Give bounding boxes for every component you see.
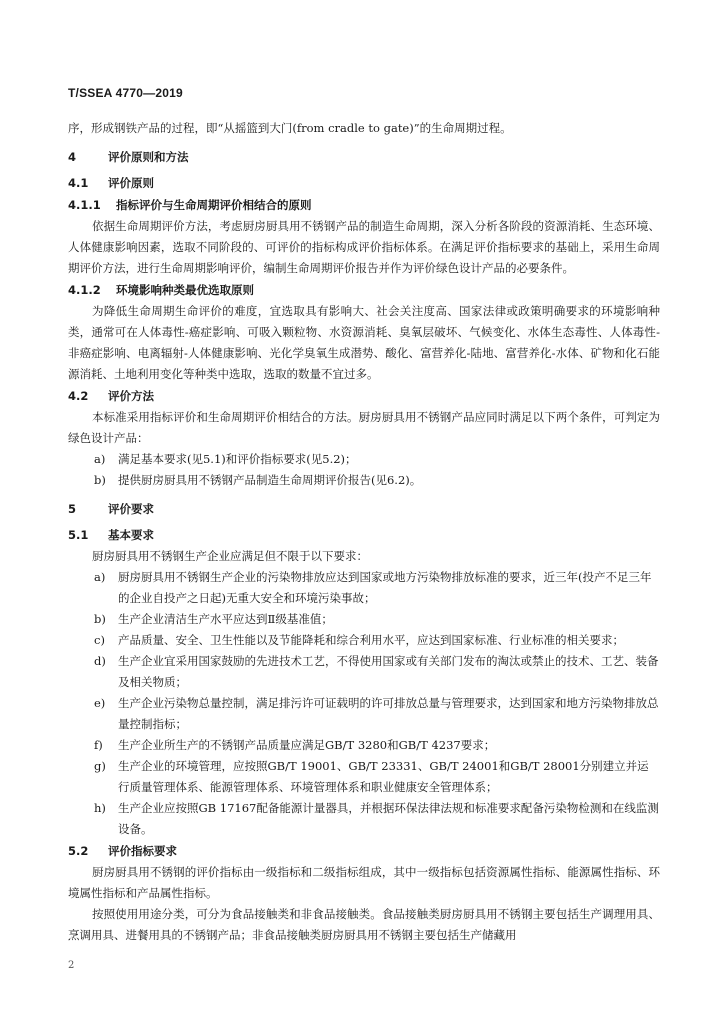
list-item-label: f) [94, 738, 103, 752]
section-title: 环境影响种类最优选取原则 [116, 283, 254, 297]
section-number: 5 [68, 502, 77, 516]
section-title: 评价原则和方法 [108, 150, 189, 164]
section-4-1-1-heading [68, 195, 660, 216]
section-title: 基本要求 [108, 528, 154, 542]
section-4-1-2-heading [68, 280, 660, 301]
section-5-heading [68, 499, 660, 520]
section-4-heading [68, 147, 660, 168]
section-number: 4.2 [68, 389, 89, 403]
list-item-text: 生产企业污染物总量控制，满足排污许可证载明的许可排放总量与管理要求，达到国家和地方污染物排放总量控制指标； [118, 696, 659, 731]
section-title: 评价要求 [108, 502, 154, 516]
list-item [68, 693, 660, 735]
section-5-2-body-1: 厨房厨具用不锈钢的评价指标由一级指标和二级指标组成，其中一级指标包括资源属性指标、能源属性指标、环境属性指标和产品属性指标。 [68, 865, 660, 900]
section-5-1-body: 厨房厨具用不锈钢生产企业应满足但不限于以下要求： [92, 549, 368, 563]
section-title: 评价原则 [108, 176, 154, 190]
section-number: 4 [68, 150, 77, 164]
list-item [68, 470, 660, 491]
list-item [68, 449, 660, 470]
section-title: 评价方法 [108, 389, 154, 403]
list-item-label: a) [94, 452, 106, 466]
list-item-text: 生产企业应按照GB 17167配备能源计量器具，并根据环保法律法规和标准要求配备污染物检测和在线监测设备。 [118, 801, 659, 836]
list-item-text: 生产企业的环境管理，应按照GB/T 19001、GB/T 23331、GB/T 24001和GB/T 28001分别建立并运行质量管理体系、能源管理体系、环境管理体系和职业健康安全管理体系； [118, 759, 649, 794]
section-number: 5.1 [68, 528, 89, 542]
list-item-text: 厨房厨具用不锈钢生产企业的污染物排放应达到国家或地方污染物排放标准的要求，近三年(投产不足三年的企业自投产之日起)无重大安全和环境污染事故； [118, 570, 652, 605]
page-content [68, 118, 660, 946]
list-item [68, 609, 660, 630]
list-item-text: 产品质量、安全、卫生性能以及节能降耗和综合利用水平，应达到国家标准、行业标准的相关要求； [118, 633, 624, 647]
list-item-text: 生产企业宜采用国家鼓励的先进技术工艺，不得使用国家或有关部门发布的淘汰或禁止的技术、工艺、装备及相关物质； [118, 654, 659, 689]
list-item-text: 提供厨房厨具用不锈钢产品制造生命周期评价报告(见6.2)。 [118, 473, 422, 487]
section-number: 4.1.1 [68, 198, 101, 212]
section-number: 4.1 [68, 176, 89, 190]
section-5-2-heading [68, 841, 660, 862]
list-item [68, 651, 660, 693]
section-4-2-body: 本标准采用指标评价和生命周期评价相结合的方法。厨房厨具用不锈钢产品应同时满足以下两个条件，可判定为绿色设计产品： [68, 410, 660, 445]
section-4-2-heading [68, 386, 660, 407]
list-item-label: h) [94, 801, 106, 815]
section-4-1-heading [68, 173, 660, 194]
list-item-label: b) [94, 473, 106, 487]
list-item-label: e) [94, 696, 106, 710]
list-item-label: g) [94, 759, 106, 773]
list-item-text: 满足基本要求(见5.1)和评价指标要求(见5.2)； [118, 452, 357, 466]
list-item-text: 生产企业清洁生产水平应达到Ⅱ级基准值； [118, 612, 333, 626]
section-number: 5.2 [68, 844, 89, 858]
section-4-1-2-body: 为降低生命周期生命评价的难度，宜选取具有影响大、社会关注度高、国家法律或政策明确要求的环境影响种类，通常可在人体毒性-癌症影响、可吸入颗粒物、水资源消耗、臭氧层破坏、气候变化、水体生态毒性、人体毒性-非癌症影响、电离辐射-人体健康影响、光化学臭氧生成潜势、酸化、富营养化-陆地、富营养化-水体、矿物和化石能源消耗、土地利用变化等种类中选取，选取的数量不宜过多。 [68, 304, 660, 381]
section-title: 指标评价与生命周期评价相结合的原则 [116, 198, 312, 212]
section-5-1-heading [68, 525, 660, 546]
list-item-text: 生产企业所生产的不锈钢产品质量应满足GB/T 3280和GB/T 4237要求； [118, 738, 496, 752]
section-number: 4.1.2 [68, 283, 101, 297]
list-item-label: c) [94, 633, 105, 647]
list-item [68, 567, 660, 609]
section-4-1-1-body: 依据生命周期评价方法，考虑厨房厨具用不锈钢产品的制造生命周期，深入分析各阶段的资源消耗、生态环境、人体健康影响因素，选取不同阶段的、可评价的指标构成评价指标体系。在满足评价指标要求的基础上，采用生命周期评价方法，进行生命周期影响评价，编制生命周期评价报告并作为评价绿色设计产品的必要条件。 [68, 219, 660, 275]
intro-paragraph: 序，形成钢铁产品的过程，即“从摇篮到大门(from cradle to gate)”的生命周期过程。 [68, 121, 512, 135]
list-item [68, 798, 660, 840]
section-title: 评价指标要求 [108, 844, 177, 858]
list-item [68, 735, 660, 756]
standard-code: T/SSEA 4770—2019 [68, 86, 183, 100]
section-5-2-body-2: 按照使用用途分类，可分为食品接触类和非食品接触类。食品接触类厨房厨具用不锈钢主要包括生产调理用具、烹调用具、进餐用具的不锈钢产品；非食品接触类厨房厨具用不锈钢主要包括生产储藏用 [68, 907, 660, 942]
list-item [68, 630, 660, 651]
list-item-label: d) [94, 654, 106, 668]
list-item-label: a) [94, 570, 106, 584]
page-number: 2 [68, 960, 75, 971]
list-item-label: b) [94, 612, 106, 626]
list-item [68, 756, 660, 798]
